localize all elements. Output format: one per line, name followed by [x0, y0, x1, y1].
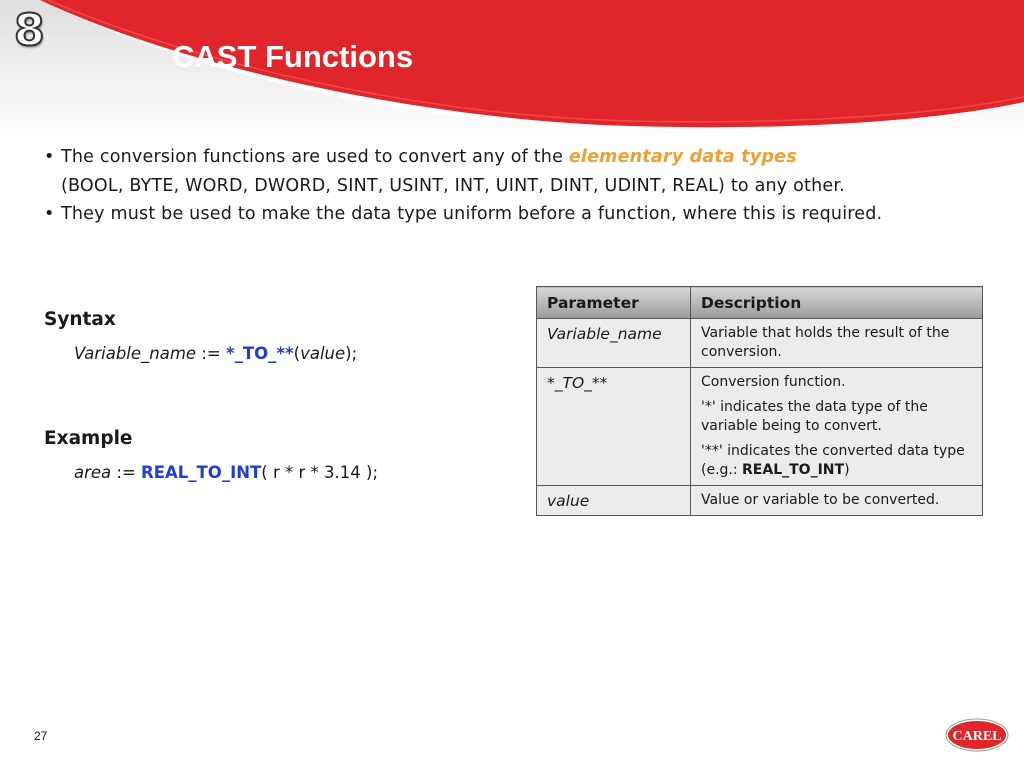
- table-row: [537, 368, 983, 486]
- example-heading: Example: [44, 428, 133, 449]
- bullet-1-continuation: (BOOL, BYTE, WORD, DWORD, SINT, USINT, INT, UINT, DINT, UDINT, REAL) to any other.: [61, 175, 845, 196]
- section-number: 8: [14, 5, 45, 56]
- column-header: Description: [691, 287, 983, 319]
- column-header: Parameter: [537, 287, 691, 319]
- table-row: [537, 486, 983, 516]
- elementary-data-types-highlight: elementary data types: [568, 147, 797, 167]
- desc-cell: Value or variable to be converted.: [691, 486, 983, 516]
- syntax-line: Variable_name := *_TO_**(value);: [74, 344, 358, 363]
- page-number: 27: [34, 729, 48, 743]
- syntax-heading: Syntax: [44, 309, 116, 330]
- table-header-row: [537, 287, 983, 319]
- example-line: area := REAL_TO_INT( r * r * 3.14 );: [74, 463, 379, 482]
- parameter-table: [536, 286, 983, 516]
- red-swoosh: [0, 0, 1024, 140]
- table-row: [537, 319, 983, 368]
- desc-cell: Conversion function. '*' indicates the data type of the variable being to convert. '**' indicates the converted data type (e.g.: REAL_TO_INT): [691, 368, 983, 486]
- bullet-1: • The conversion functions are used to convert any of the elementary data types: [44, 147, 797, 167]
- param-cell: *_TO_**: [537, 368, 691, 486]
- param-cell: Variable_name: [537, 319, 691, 368]
- desc-cell: Variable that holds the result of the conversion.: [691, 319, 983, 368]
- param-cell: value: [537, 486, 691, 516]
- bullet-list: [44, 143, 1004, 229]
- header-banner: [0, 0, 1024, 140]
- bullet-2: • They must be used to make the data type uniform before a function, where this is required.: [44, 204, 883, 224]
- carel-logo: [945, 717, 1009, 753]
- logo-text: CAREL: [952, 729, 1002, 744]
- page-title: CAST Functions: [172, 39, 414, 74]
